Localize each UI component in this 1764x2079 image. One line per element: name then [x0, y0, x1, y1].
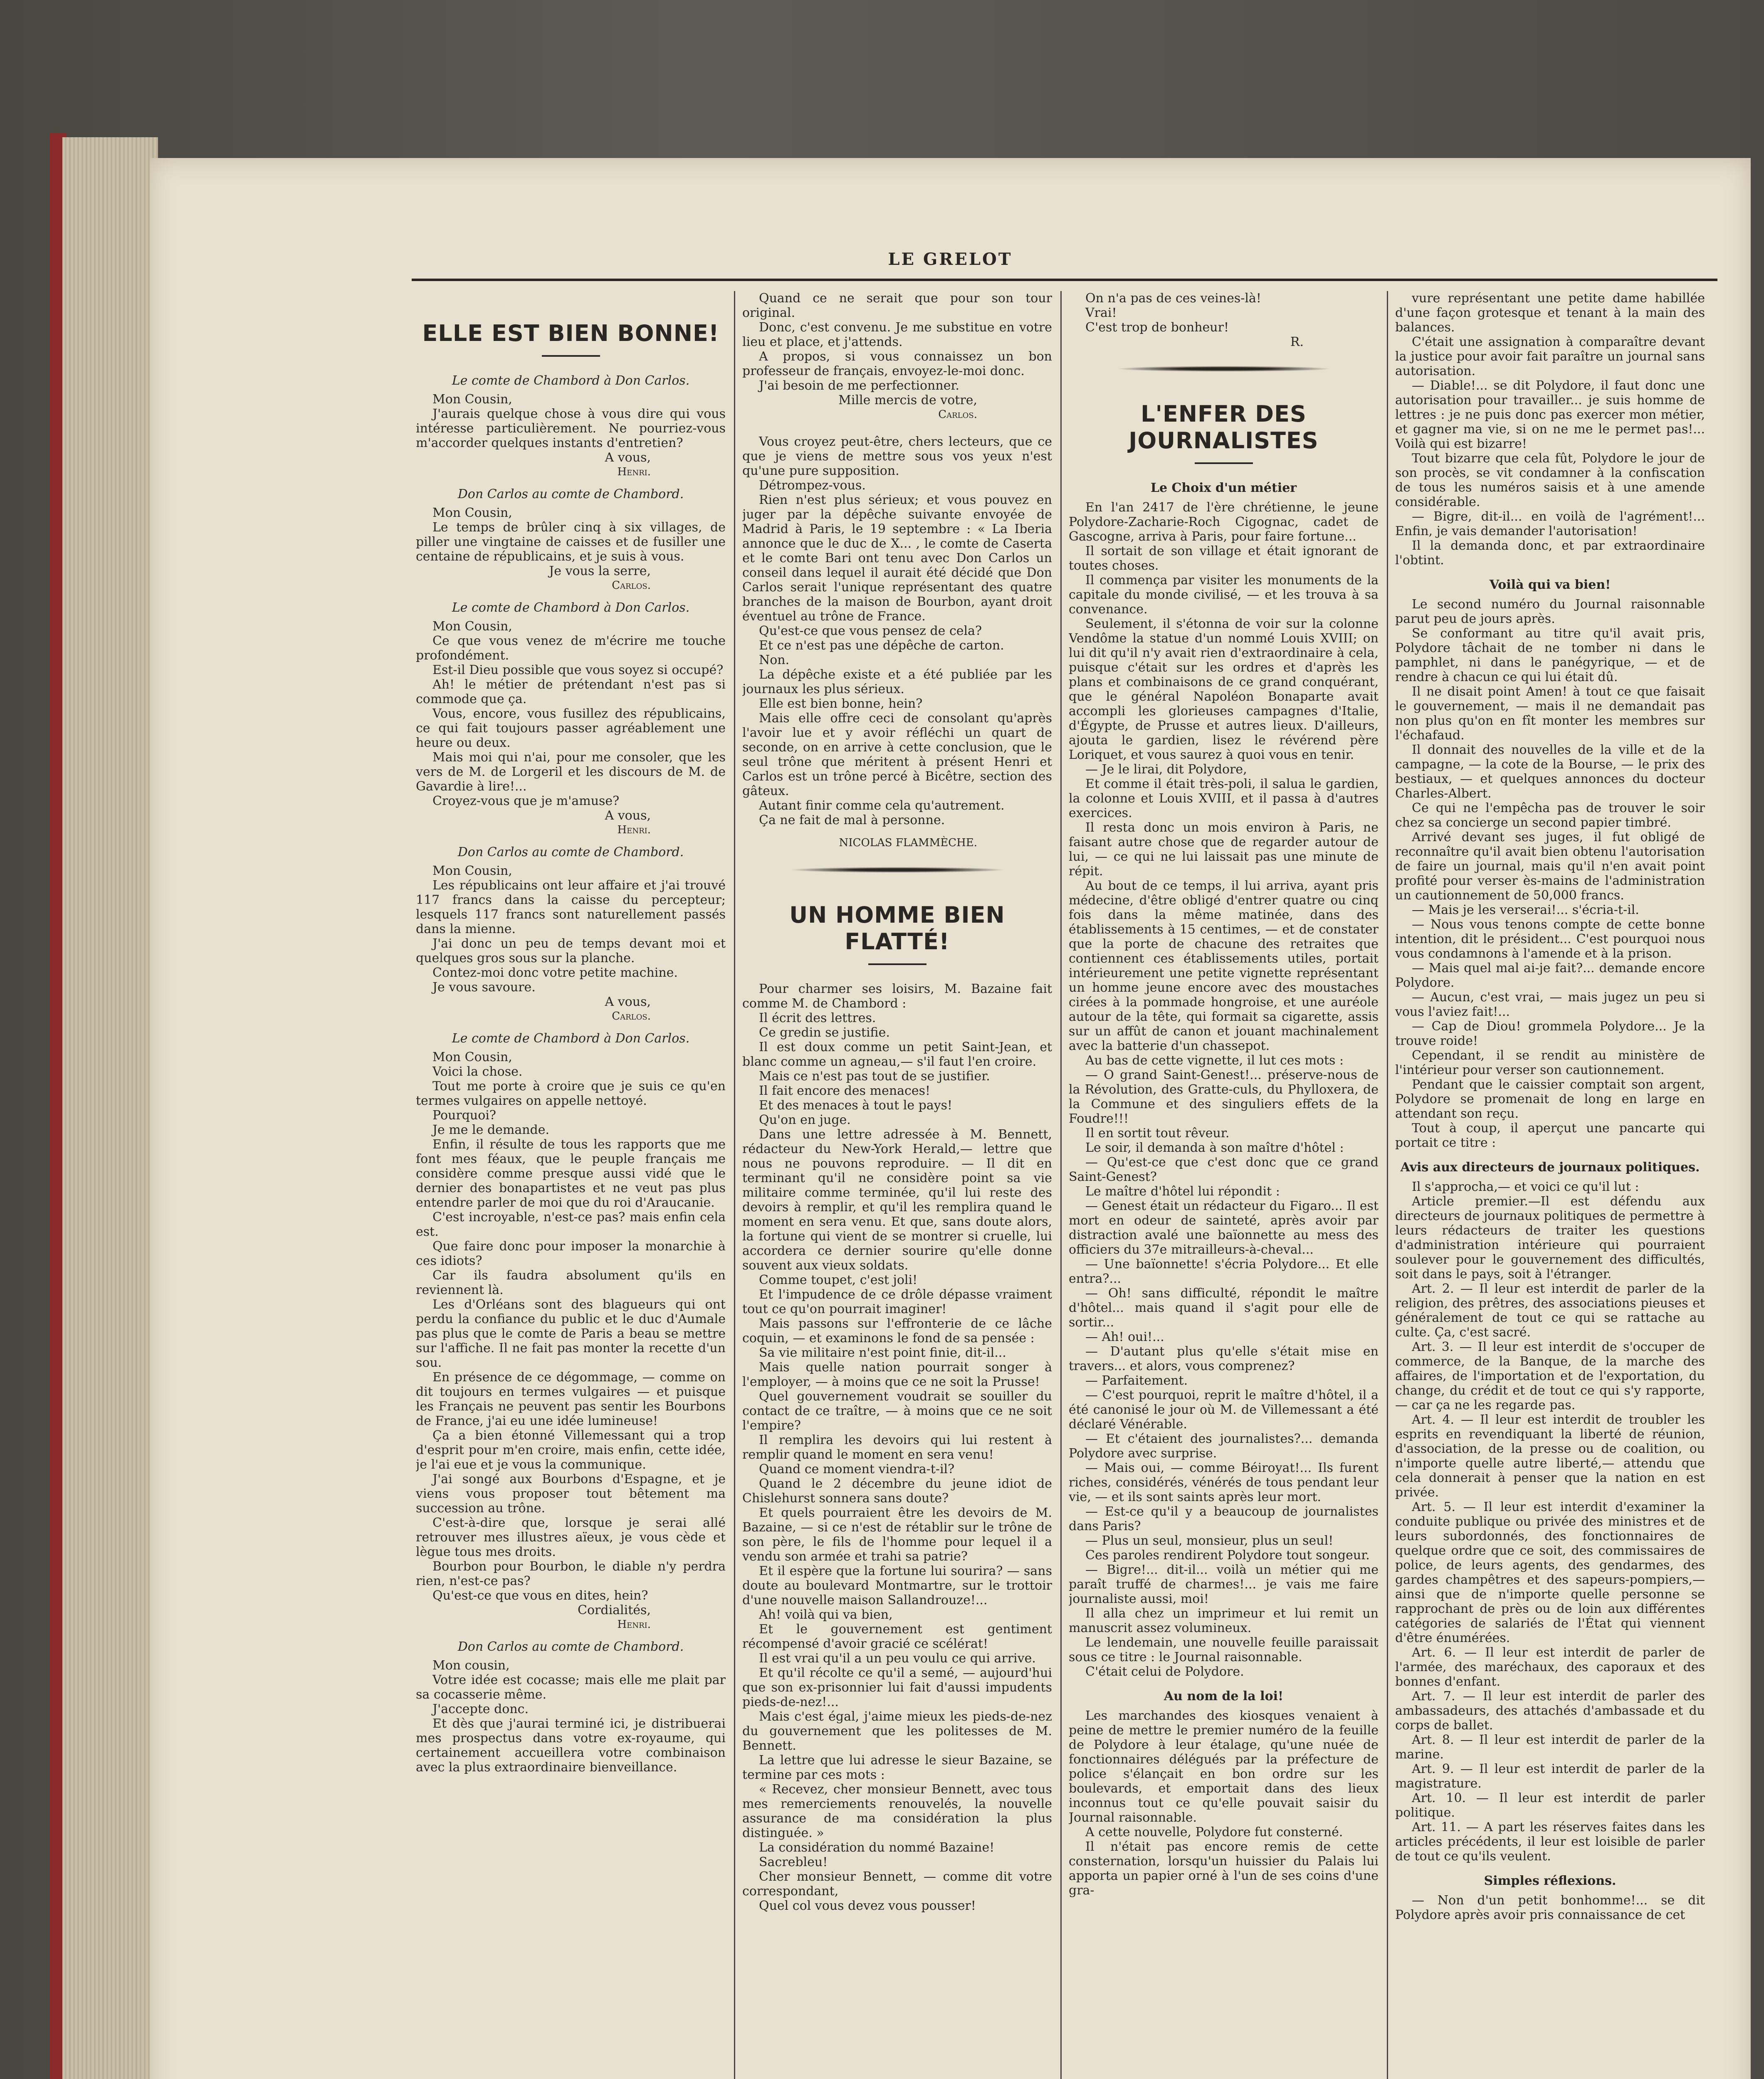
column-3: [1069, 291, 1379, 2079]
letter-paragraph: Le temps de brûler cinq à six villages, de piller une vingtaine de caisses et de fusiller une centaine de républicains, et je suis à vous.: [416, 520, 726, 564]
paragraph: Art. 7. — Il leur est interdit de parler des ambassadeurs, des attachés d'ambassade et du corps de ballet.: [1395, 1689, 1705, 1733]
paragraph: La lettre que lui adresse le sieur Bazaine, se termine par ces mots :: [742, 1753, 1052, 1782]
paragraph: La considération du nommé Bazaine!: [759, 1840, 995, 1855]
paragraph: — Mais je les verserai!... s'écria-t-il.: [1412, 903, 1639, 917]
letter-paragraph: Tout me porte à croire que je suis ce qu'en termes vulgaires on appelle nettoyé.: [416, 1079, 726, 1108]
letter-salutation: Mon cousin,: [432, 1658, 510, 1673]
paragraph: — Genest était un rédacteur du Figaro... Il est mort en odeur de sainteté, après avoir par distraction avalé une baïonnette au mess des officiers du 37e mitrailleurs-à-cheval...: [1069, 1199, 1379, 1257]
letter-paragraph: Est-il Dieu possible que vous soyez si occupé?: [432, 663, 724, 677]
paragraph: C'est trop de bonheur!: [1085, 320, 1229, 335]
paragraph: Il remplira les devoirs qui lui restent à remplir quand le moment en sera venu!: [742, 1433, 1052, 1462]
letter-heading: Le comte de Chambord à Don Carlos.: [452, 1031, 690, 1046]
letter-salutation: Mon Cousin,: [432, 392, 512, 407]
paragraph: Ces paroles rendirent Polydore tout songeur.: [1085, 1548, 1370, 1563]
letter-paragraph: Je me le demande.: [432, 1123, 550, 1137]
paragraph: Mais passons sur l'effronterie de ce lâche coquin, — et examinons le fond de sa pensée :: [742, 1316, 1052, 1346]
paragraph: Art. 8. — Il leur est interdit de parler de la marine.: [1395, 1733, 1705, 1762]
paragraph: Au bas de cette vignette, il lut ces mots :: [1085, 1053, 1344, 1068]
paragraph: Art. 5. — Il leur est interdit d'examiner la conduite publique ou privée des ministres et de leurs subordonnés, des fonctionnaires de quelque ordre que ce soit, des commissaires de police, de leurs agents, des gendarmes, des gardes champêtres et des sapeurs-pompiers,— ainsi que de n'importe quelle personne se rapprochant de près ou de loin aux différentes catégories de salariés de l'État qui viennent d'être énumérées.: [1395, 1500, 1705, 1645]
letter-paragraph: Voici la chose.: [432, 1064, 523, 1079]
column-4: [1395, 291, 1705, 2079]
paragraph: Art. 6. — Il leur est interdit de parler de l'armée, des maréchaux, des caporaux et des bonnes d'enfant.: [1395, 1645, 1705, 1689]
paragraph: Quand ce moment viendra-t-il?: [759, 1462, 955, 1477]
letter-paragraph: Pourquoi?: [432, 1108, 496, 1123]
paragraph: — Aucun, c'est vrai, — mais jugez un peu si vous l'aviez fait!...: [1395, 990, 1705, 1019]
paragraph: Art. 11. — A part les réserves faites dans les articles précédents, il leur est loisible de parler de tout ce qu'ils veulent.: [1395, 1820, 1705, 1864]
letter-heading: Don Carlos au comte de Chambord.: [457, 1639, 684, 1654]
paragraph: Au bout de ce temps, il lui arriva, ayant pris médecine, d'être obligé d'entrer quatre ou cinq fois dans la même matinée, dans des établissements à 15 centimes, — et de constater que la porte de chacune des retraites que contiennent ces établissements utiles, portait intérieurement une petite vignette représentant un homme jeune encore avec des moustaches cirées à la pommade hongroise, et une auréole autour de la tête, qui formait sa cigarette, assis sur un affût de canon et jouant machinalement avec la batterie d'un chassepot.: [1069, 879, 1379, 1053]
paragraph: Non.: [759, 653, 790, 667]
letter-paragraph: J'accepte donc.: [432, 1702, 529, 1716]
paragraph: Pendant que le caissier comptait son argent, Polydore se promenait de long en large en attendant son reçu.: [1395, 1077, 1705, 1121]
paragraph: Et quels pourraient être les devoirs de M. Bazaine, — si ce n'est de rétablir sur le trône de son père, le fils de l'homme pour lequel il a vendu son armée et trahi sa patrie?: [742, 1506, 1052, 1564]
paragraph: Et l'impudence de ce drôle dépasse vraiment tout ce qu'on pourrait imaginer!: [742, 1287, 1052, 1316]
paragraph: Ah! voilà qui va bien,: [759, 1607, 893, 1622]
paragraph: Qu'est-ce que vous pensez de cela?: [759, 624, 982, 638]
paragraph: J'ai besoin de me perfectionner.: [759, 378, 960, 393]
paragraph: — Est-ce qu'il y a beaucoup de journalistes dans Paris?: [1069, 1504, 1379, 1533]
paragraph: Et il espère que la fortune lui sourira? — sans doute au boulevard Montmartre, sur le trottoir d'une nouvelle maison Sallandrouze!...: [742, 1564, 1052, 1607]
paragraph: Il est doux comme un petit Saint-Jean, et blanc comme un agneau,— s'il faut l'en croire.: [742, 1040, 1052, 1069]
paragraph: Arrivé devant ses juges, il fut obligé de reconnaître qu'il avait bien obtenu l'autorisation de faire un journal, mais qu'il n'en avait point profité pour verser ès-mains de l'administration un cautionnement de 50,000 francs.: [1395, 830, 1705, 903]
paragraph: Mais quelle nation pourrait songer à l'employer, — à moins que ce ne soit la Prusse!: [742, 1360, 1052, 1389]
paragraph: Et ce n'est pas une dépêche de carton.: [759, 638, 1004, 653]
title-rule: [1195, 462, 1253, 464]
paragraph: C'était celui de Polydore.: [1085, 1664, 1244, 1679]
paragraph: Pour charmer ses loisirs, M. Bazaine fait comme M. de Chambord :: [742, 982, 1052, 1011]
letter-paragraph: J'aurais quelque chose à vous dire qui vous intéresse particulièrement. Ne pourriez-vous m'accorder quelques instants d'entretien?: [416, 407, 726, 450]
paragraph: — Parfaitement.: [1085, 1373, 1188, 1388]
paragraph: — Ah! oui!...: [1085, 1330, 1164, 1344]
letter-paragraph: Les d'Orléans sont des blagueurs qui ont perdu la confiance du public et le duc d'Aumale pas plus que le comte de Paris a beau se mettre sur l'affiche. Il ne fait pas monter la recette d'un sou.: [416, 1297, 726, 1370]
letter-closing: Cordialités,: [578, 1603, 651, 1617]
paragraph: Il alla chez un imprimeur et lui remit un manuscrit assez volumineux.: [1069, 1606, 1379, 1635]
paragraph: Ça ne fait de mal à personne.: [759, 813, 945, 827]
column-divider: [734, 291, 735, 2079]
letter-heading: Don Carlos au comte de Chambord.: [457, 845, 684, 859]
paragraph: Art. 9. — Il leur est interdit de parler de la magistrature.: [1395, 1762, 1705, 1791]
paragraph: — C'est pourquoi, reprit le maître d'hôtel, il a été canonisé le jour où M. de Villemessant a été déclaré Vénérable.: [1069, 1388, 1379, 1432]
paragraph: Il n'était pas encore remis de cette consternation, lorsqu'un huissier du Palais lui apporta un papier orné à l'un de ses coins d'une gra-: [1069, 1839, 1379, 1898]
paragraph: A propos, si vous connaissez un bon professeur de français, envoyez-le-moi donc.: [742, 349, 1052, 378]
letter-salutation: Mon Cousin,: [432, 1050, 512, 1064]
letter-paragraph: C'est-à-dire que, lorsque je serai allé retrouver mes illustres aïeux, je vous cède et lègue tous mes droits.: [416, 1516, 726, 1559]
paragraph: Et des menaces à tout le pays!: [759, 1098, 953, 1113]
letter-salutation: Mon Cousin,: [432, 619, 512, 634]
letter-paragraph: Que faire donc pour imposer la monarchie à ces idiots?: [416, 1239, 726, 1268]
letter-paragraph: Je vous savoure.: [432, 980, 536, 995]
paragraph: vure représentant une petite dame habillée d'une façon grotesque et tenant à la main des balances.: [1395, 291, 1705, 335]
paragraph: Le soir, il demanda à son maître d'hôtel :: [1085, 1141, 1344, 1155]
paragraph: — Je le lirai, dit Polydore,: [1085, 762, 1247, 777]
paragraph: Comme toupet, c'est joli!: [759, 1273, 918, 1287]
paragraph: — Mais oui, — comme Béiroyat!... Ils furent riches, considérés, vénérés de tous pendant leur vie, — et ils sont saints après leur mort.: [1069, 1461, 1379, 1504]
author-signature: NICOLAS FLAMMÈCHE.: [839, 837, 977, 849]
letter-paragraph: Les républicains ont leur affaire et j'ai trouvé 117 francs dans la caisse du percepteur; lesquels 117 francs sont naturellement passés dans la mienne.: [416, 878, 726, 936]
paragraph: Il resta donc un mois environ à Paris, ne faisant autre chose que de regarder autour de lui, — ce qui ne lui laissait pas une minute de répit.: [1069, 820, 1379, 879]
letter-paragraph: Ce que vous venez de m'écrire me touche profondément.: [416, 634, 726, 663]
paragraph: Tout bizarre que cela fût, Polydore le jour de son procès, se vit condamner à la confiscation de tous les numéros saisis et à une amende considérable.: [1395, 451, 1705, 509]
letter-heading: Le comte de Chambord à Don Carlos.: [452, 373, 690, 388]
subheading-choix-metier: Le Choix d'un métier: [1150, 481, 1297, 495]
paragraph: Cependant, il se rendit au ministère de l'intérieur pour verser son cautionnement.: [1395, 1048, 1705, 1077]
paragraph: Mais elle offre ceci de consolant qu'après l'avoir lue et y avoir réfléchi un quart de seconde, on en arrive à cette conclusion, que le seul trône que méritent à présent Henri et Carlos est un trône percé à Bicêtre, section des gâteux.: [742, 711, 1052, 798]
paragraph: Le maître d'hôtel lui répondit :: [1085, 1184, 1280, 1199]
paragraph: Tout à coup, il aperçut une pancarte qui portait ce titre :: [1395, 1121, 1705, 1150]
letter-heading: Don Carlos au comte de Chambord.: [457, 487, 684, 501]
paragraph: Art. 4. — Il leur est interdit de troubler les esprits en revendiquant la liberté de réunion, d'association, de la presse ou de coalition, ou n'importe quelle autre liberté,— attendu que cela donnerait à penser que la nation en est privée.: [1395, 1412, 1705, 1500]
paragraph: Art. 2. — Il leur est interdit de parler de la religion, des prêtres, des associations pieuses et généralement de tout ce qui se rattache au culte. Ça, c'est sacré.: [1395, 1281, 1705, 1340]
letter-paragraph: Enfin, il résulte de tous les rapports que me font mes féaux, que le peuple français me considère comme presque aussi vidé que le dernier des bonapartistes et ne veut pas plus entendre parler de moi que du roi d'Araucanie.: [416, 1137, 726, 1210]
newspaper-page: [150, 158, 1751, 2079]
article-body: [1069, 500, 1379, 1679]
letter-signature: Carlos.: [612, 1010, 651, 1022]
letter-paragraph: Ah! le métier de prétendant n'est pas si commode que ça.: [416, 677, 726, 706]
title-rule: [542, 355, 600, 357]
article-body: [1069, 1709, 1379, 1898]
paragraph: — Et c'étaient des journalistes?... demanda Polydore avec surprise.: [1069, 1432, 1379, 1461]
letter-paragraph: Votre idée est cocasse; mais elle me plait par sa cocasserie même.: [416, 1673, 726, 1702]
article-title-enfer-des-journalistes: L'ENFER DES JOURNALISTES: [1129, 401, 1319, 454]
paragraph: « Recevez, cher monsieur Bennett, avec tous mes remerciements renouvelés, la nouvelle assurance de ma considération la plus distinguée. »: [742, 1782, 1052, 1840]
paragraph: Sa vie militaire n'est point finie, dit-il...: [759, 1346, 1006, 1360]
paragraph: Mais ce n'est pas tout de se justifier.: [759, 1069, 990, 1084]
paragraph: Mais c'est égal, j'aime mieux les pieds-de-nez du gouvernement que les politesses de M. Bennett.: [742, 1709, 1052, 1753]
letter-paragraph: J'ai songé aux Bourbons d'Espagne, et je viens vous proposer tout bêtement ma succession au trône.: [416, 1472, 726, 1516]
paragraph: — Oh! sans difficulté, répondit le maître d'hôtel... mais quand il s'agit pour elle de sortir...: [1069, 1286, 1379, 1330]
column-top-text: [1069, 291, 1379, 335]
article-body: [1395, 1893, 1705, 1922]
paragraph: C'était une assignation à comparaître devant la justice pour avoir fait paraître un journal sans autorisation.: [1395, 335, 1705, 378]
paragraph: Art. 10. — Il leur est interdit de parler politique.: [1395, 1791, 1705, 1820]
letter-closing: Mille mercis de votre,: [838, 393, 977, 407]
letters-list: [416, 373, 726, 1775]
paragraph: Et comme il était très-poli, il salua le gardien, la colonne et Louis XVIII, et il passa à d'autres exercices.: [1069, 777, 1379, 820]
paragraph: Ce qui ne l'empêcha pas de trouver le soir chez sa concierge un second papier timbré.: [1395, 801, 1705, 830]
paragraph: Il sortait de son village et était ignorant de toutes choses.: [1069, 544, 1379, 573]
paragraph: — Plus un seul, monsieur, plus un seul!: [1085, 1533, 1334, 1548]
section-separator: [789, 867, 1006, 873]
paragraph: Sacrebleu!: [759, 1855, 828, 1869]
letter-signature: Carlos.: [612, 579, 651, 592]
letter-paragraph: Vous, encore, vous fusillez des républicains, ce qui fait toujours passer agréablement une heure ou deux.: [416, 706, 726, 750]
paragraph: Autant finir comme cela qu'autrement.: [759, 798, 1005, 813]
subheading-avis-aux-directeurs: Avis aux directeurs de journaux politiques.: [1400, 1160, 1700, 1175]
paragraph: Dans une lettre adressée à M. Bennett, rédacteur du New-York Herald,— lettre que nous ne pouvons reproduire. — Il dit en terminant qu'il ne considère point sa vie militaire comme terminée, qu'il lui reste des devoirs à remplir, et qu'il les remplira quand le moment en sera venu. Et que, sans doute alors, la fortune qui vient de se montrer si cruelle, lui accordera ce dernier sourire qu'elle donne souvent aux vieux soldats.: [742, 1127, 1052, 1273]
paragraph: — D'autant plus qu'elle s'était mise en travers... et alors, vous comprenez?: [1069, 1344, 1379, 1373]
paragraph: — Mais quel mal ai-je fait?... demande encore Polydore.: [1395, 961, 1705, 990]
paragraph: Les marchandes des kiosques venaient à peine de mettre le premier numéro de la feuille de Polydore à leur étalage, qu'une nuée de fonctionnaires délégués par la préfecture de police s'élançait en bon ordre sur les boulevards, et emportait dans des lieux inconnus tout ce qu'elle pouvait saisir du Journal raisonnable.: [1069, 1709, 1379, 1825]
paragraph: La dépêche existe et a été publiée par les journaux les plus sérieux.: [742, 667, 1052, 696]
paragraph: Quand ce ne serait que pour son tour original.: [742, 291, 1052, 320]
book-page-edges: [62, 137, 158, 2079]
article-body: [1395, 597, 1705, 1150]
article-body: [1395, 291, 1705, 568]
subheading-au-nom-de-la-loi: Au nom de la loi!: [1164, 1689, 1284, 1704]
paragraph: Il en sortit tout rêveur.: [1085, 1126, 1230, 1141]
paragraph: A cette nouvelle, Polydore fut consterné.: [1085, 1825, 1343, 1839]
column-divider: [1387, 291, 1388, 2079]
paragraph: — Cap de Diou! grommela Polydore... Je la trouve roide!: [1395, 1019, 1705, 1048]
paragraph: — Non d'un petit bonhomme!... se dit Polydore après avoir pris connaissance de cet: [1395, 1893, 1705, 1922]
paragraph: Et qu'il récolte ce qu'il a semé, — aujourd'hui que son ex-prisonnier lui fait d'aussi impudents pieds-de-nez!...: [742, 1666, 1052, 1709]
paragraph: — Nous vous tenons compte de cette bonne intention, dit le président... C'est pourquoi nous vous condamnons à l'amende et à la prison.: [1395, 917, 1705, 961]
letter-signature: Henri.: [617, 1618, 651, 1631]
paragraph: — Bigre!... dit-il... voilà un métier qui me paraît truffé de charmes!... je vais me faire journaliste aussi, moi!: [1069, 1563, 1379, 1606]
paragraph: Détrompez-vous.: [759, 478, 866, 493]
paragraph: Ce gredin se justifie.: [759, 1025, 890, 1040]
paragraph: Quand le 2 décembre du jeune idiot de Chislehurst sonnera sans doute?: [742, 1477, 1052, 1506]
commentary: [742, 435, 1052, 827]
letter-paragraph: Bourbon pour Bourbon, le diable n'y perdra rien, n'est-ce pas?: [416, 1559, 726, 1588]
letter-closing: Je vous la serre,: [549, 564, 651, 578]
paragraph: Le lendemain, une nouvelle feuille paraissait sous ce titre : le Journal raisonnable.: [1069, 1635, 1379, 1664]
letter-paragraph: C'est incroyable, n'est-ce pas? mais enfin cela est.: [416, 1210, 726, 1239]
letter-paragraph: Qu'est-ce que vous en dites, hein?: [432, 1588, 648, 1603]
letter-paragraph: Contez-moi donc votre petite machine.: [432, 965, 678, 980]
paragraph: Il ne disait point Amen! à tout ce que faisait le gouvernement, — mais il ne demandait pas non plus qu'on en fît monter les membres sur l'échafaud.: [1395, 684, 1705, 743]
paragraph: Il la demanda donc, et par extraordinaire l'obtint.: [1395, 538, 1705, 568]
section-separator: [1116, 366, 1332, 372]
paragraph: En l'an 2417 de l'ère chrétienne, le jeune Polydore-Zacharie-Roch Cigognac, cadet de Gascogne, arriva à Paris, pour faire fortune...: [1069, 500, 1379, 544]
paragraph: Seulement, il s'étonna de voir sur la colonne Vendôme la statue d'un nommé Louis XVIII; on lui dit qu'il n'y avait rien d'extraordinaire à cela, puisque c'était sur les ordres et d'après les plans et combinaisons de ce grand conquérant, que le général Napoléon Bonaparte avait accompli les glorieuses campagnes d'Italie, d'Égypte, de Prusse et autres lieux. D'ailleurs, ajouta le gardien, lisez le révérend père Loriquet, et vous saurez à quoi vous en tenir.: [1069, 617, 1379, 762]
paragraph: Article premier.—Il est défendu aux directeurs de journaux politiques de permettre à leurs rédacteurs de traiter les questions d'administration intérieure qui pourraient soulever pour le gouvernement des difficultés, soit dans le pays, soit à l'étranger.: [1395, 1194, 1705, 1281]
paragraph: Le second numéro du Journal raisonnable parut peu de jours après.: [1395, 597, 1705, 626]
paragraph: Quel gouvernement voudrait se souiller du contact de ce traître, — à moins que ce ne soit l'empire?: [742, 1389, 1052, 1433]
paragraph: Quel col vous devez vous pousser!: [759, 1899, 976, 1913]
paragraph: — O grand Saint-Genest!... préserve-nous de la Révolution, des Gratte-culs, du Phylloxera, de la Commune et des singuliers effets de la Foudre!!!: [1069, 1068, 1379, 1126]
column-2: [742, 291, 1052, 2079]
letter-closing: A vous,: [605, 450, 651, 465]
letter-salutation: Mon Cousin,: [432, 506, 512, 520]
paragraph: — Une baïonnette! s'écria Polydore... Et elle entra?...: [1069, 1257, 1379, 1286]
letter-paragraph: Et dès que j'aurai terminé ici, je distribuerai mes prospectus dans votre ex-royaume, qui certainement accueillera votre combinaison avec la plus extraordinaire bienveillance.: [416, 1716, 726, 1775]
paragraph: — Bigre, dit-il... en voilà de l'agrément!... Enfin, je vais demander l'autorisation!: [1395, 509, 1705, 538]
title-rule: [868, 963, 926, 965]
letter-closing: A vous,: [605, 808, 651, 823]
subheading-voila-qui-va-bien: Voilà qui va bien!: [1489, 578, 1611, 592]
paragraph: Il fait encore des menaces!: [759, 1084, 931, 1098]
paragraph: Cher monsieur Bennett, — comme dit votre correspondant,: [742, 1869, 1052, 1899]
paragraph: — Qu'est-ce que c'est donc que ce grand Saint-Genest?: [1069, 1155, 1379, 1184]
paragraph: On n'a pas de ces veines-là!: [1085, 291, 1261, 306]
running-head: LE GRELOT: [888, 249, 1013, 269]
paragraph: — Diable!... se dit Polydore, il faut donc une autorisation pour travailler... je suis homme de lettres : je ne puis donc pas exercer mon métier, et gagner ma vie, si on ne me le permet pas!... Voilà qui est bizarre!: [1395, 378, 1705, 451]
letter-paragraph: Car ils faudra absolument qu'ils en reviennent là.: [416, 1268, 726, 1297]
letter-paragraph: En présence de ce dégommage, — comme on dit toujours en termes vulgaires — et puisque les Français ne peuvent pas sentir les Bourbons de France, j'ai eu une idée lumineuse!: [416, 1370, 726, 1428]
article-body: [742, 982, 1052, 1913]
paragraph: Rien n'est plus sérieux; et vous pouvez en juger par la dépêche suivante envoyée de Madrid à Paris, le 19 septembre : « La Iberia annonce que le duc de X... , le comte de Caserta et le comte Bari ont tenu avec Don Carlos un conseil dans lequel il aurait été décidé que Don Carlos serait l'unique représentant des quatre branches de la maison de Bourbon, ayant droit éventuel au trône de France.: [742, 493, 1052, 624]
letter-continuation: [742, 291, 1052, 393]
article-body: [1395, 1180, 1705, 1864]
letter-closing: A vous,: [605, 995, 651, 1009]
paragraph: Vrai!: [1085, 306, 1117, 320]
subheading-simples-reflexions: Simples réflexions.: [1484, 1874, 1616, 1888]
paragraph: Il commença par visiter les monuments de la capitale du monde civilisé, — et les trouva à sa convenance.: [1069, 573, 1379, 617]
paragraph: Il s'approcha,— et voici ce qu'il lut :: [1412, 1180, 1639, 1194]
letter-paragraph: Mais moi qui n'ai, pour me consoler, que les vers de M. de Lorgeril et les discours de M. de Gavardie à lire!...: [416, 750, 726, 794]
letter-paragraph: Croyez-vous que je m'amuse?: [432, 794, 620, 808]
column-1: [416, 291, 726, 2079]
article-title-un-homme-bien-flatte: UN HOMME BIEN FLATTÉ!: [789, 902, 1005, 955]
letter-paragraph: J'ai donc un peu de temps devant moi et quelques gros sous sur la planche.: [416, 936, 726, 965]
header-rule: [412, 279, 1717, 281]
article-title-elle-est-bien-bonne: ELLE EST BIEN BONNE!: [422, 320, 719, 346]
column-divider: [1060, 291, 1062, 2079]
paragraph: Il donnait des nouvelles de la ville et de la campagne, — la cote de la Bourse, — le prix des bestiaux, — et quelques annonces du docteur Charles-Albert.: [1395, 743, 1705, 801]
paragraph: Vous croyez peut-être, chers lecteurs, que ce que je viens de mettre sous vos yeux n'est qu'une pure supposition.: [742, 435, 1052, 478]
letter-signature: Carlos.: [938, 408, 977, 421]
paragraph: Donc, c'est convenu. Je me substitue en votre lieu et place, et j'attends.: [742, 320, 1052, 349]
top-signature: R.: [1290, 335, 1304, 349]
letter-signature: Henri.: [617, 824, 651, 836]
paragraph: Qu'on en juge.: [759, 1113, 851, 1127]
paragraph: Se conformant au titre qu'il avait pris, Polydore tâchait de ne tomber ni dans le pamphlet, ni dans le panégyrique, — et de rendre à chacun ce qui lui était dû.: [1395, 626, 1705, 684]
letter-signature: Henri.: [617, 466, 651, 478]
paragraph: Il écrit des lettres.: [759, 1011, 876, 1025]
letter-salutation: Mon Cousin,: [432, 864, 512, 878]
paragraph: Et le gouvernement est gentiment récompensé d'avoir gracié ce scélérat!: [742, 1622, 1052, 1651]
paragraph: Art. 3. — Il leur est interdit de s'occuper de commerce, de la Banque, de la marche des affaires, de l'importation et de l'exportation, du change, du crédit et de tout ce qui s'y rapporte,— car ça ne les regarde pas.: [1395, 1340, 1705, 1412]
paragraph: Elle est bien bonne, hein?: [759, 696, 923, 711]
letter-paragraph: Ça a bien étonné Villemessant qui a trop d'esprit pour m'en croire, mais enfin, cette idée, je l'ai eue et je vous la communique.: [416, 1428, 726, 1472]
letter-heading: Le comte de Chambord à Don Carlos.: [452, 600, 690, 615]
paragraph: Il est vrai qu'il a un peu voulu ce qui arrive.: [759, 1651, 1036, 1666]
